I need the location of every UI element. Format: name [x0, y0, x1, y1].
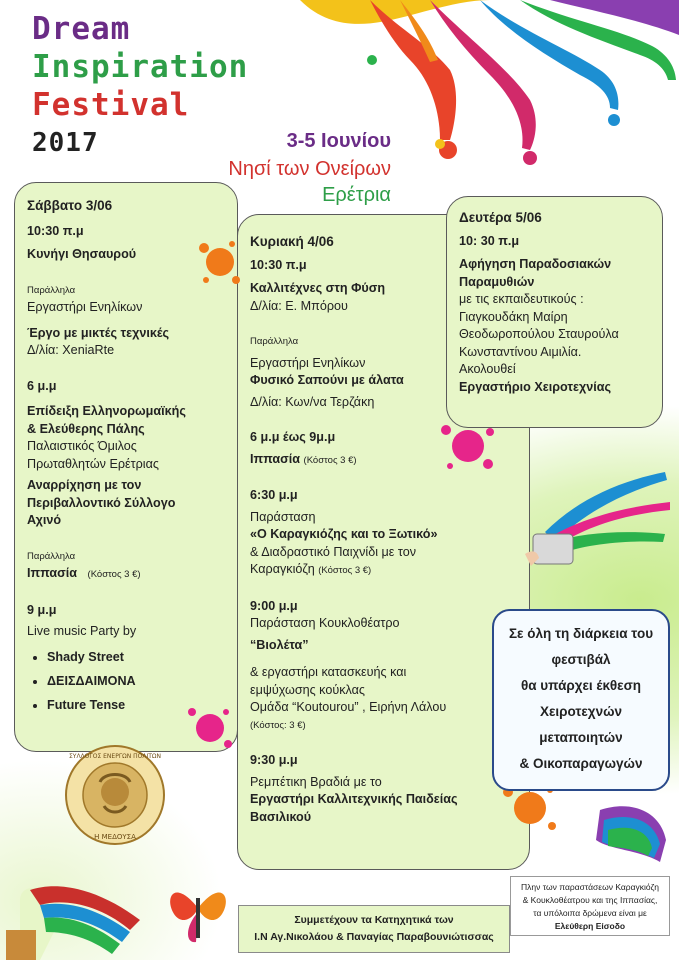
sun-time-2: 6 μ.μ έως 9μ.μ	[250, 430, 336, 444]
sun-show-2-extra-2: εμψύχωσης κούκλας	[250, 682, 365, 697]
sun-time-4: 9:00 μ.μ	[250, 598, 298, 613]
sat-event-2-line-3: Παλαιστικός Όμιλος	[27, 439, 137, 453]
butterfly-icon	[164, 868, 232, 948]
free-entry-line-4: Ελεύθερη Είσοδο	[554, 921, 626, 931]
free-entry-line-2: & Κουκλοθέατρου και της Ιππασίας,	[522, 895, 658, 905]
sun-event-1: Καλλιτέχνες στη Φύση	[250, 281, 386, 295]
paint-bucket-icon	[525, 462, 675, 577]
monday-panel	[446, 196, 663, 428]
sat-event-3-line-2: Περιβαλλοντικό Σύλλογο	[27, 495, 176, 510]
participants-note	[238, 905, 510, 953]
sun-show-2-name: “Βιολέτα”	[250, 637, 309, 652]
sat-party: Live music Party by	[27, 624, 137, 638]
sun-show-1-cost: (Κόστος 3 €)	[318, 565, 372, 576]
mon-event-1-line-8: Εργαστήριο Χειροτεχνίας	[459, 379, 611, 394]
paint-brush-icon	[0, 860, 150, 960]
festival-title	[32, 10, 248, 162]
festival-place: Νησί των Ονείρων	[228, 158, 391, 180]
free-entry-line-1: Πλην των παραστάσεων Καραγκιόζη	[521, 882, 659, 892]
mon-event-1-line-5: Θεοδωροπούλου Σταυρούλα	[459, 327, 619, 341]
festival-year: 2017	[32, 128, 99, 158]
sun-show-1-extra-2: Καραγκιόζη	[250, 562, 315, 576]
mon-event-1-line-6: Κωνσταντίνου Αιμιλία.	[459, 344, 582, 359]
sunday-title: Κυριακή 4/06	[250, 234, 334, 249]
sun-time-3: 6:30 μ.μ	[250, 488, 298, 502]
band-item: • Shady Street	[47, 645, 225, 669]
title-line-inspiration: Inspiration	[32, 49, 249, 85]
notice-line-1: Σε όλη τη διάρκεια του	[508, 626, 654, 641]
title-line-dream: Dream	[32, 11, 131, 47]
sat-event-2-line-4: Πρωταθλητών Ερέτριας	[27, 456, 159, 471]
sat-event-4: Ιππασία	[27, 566, 78, 580]
sun-parallel-1: Παράλληλα	[250, 336, 299, 347]
notice-line-4: Χειροτεχνών	[539, 704, 622, 719]
festival-dates: 3-5 Ιουνίου	[286, 130, 391, 152]
sun-show-2-extra-3: Ομάδα “Koutourou” , Ειρήνη Λάλου	[250, 700, 447, 714]
sun-event-5-name-2: Βασιλικού	[250, 809, 312, 824]
medusa-seal-logo	[64, 744, 166, 846]
festival-dates-block	[287, 128, 391, 154]
sat-event-1: Κυνήγι Θησαυρού	[27, 247, 137, 261]
rainbow-face-art	[590, 800, 670, 866]
sat-time-3: 9 μ.μ	[27, 602, 57, 617]
title-line-festival: Festival	[32, 87, 190, 123]
sat-workshop-1: Εργαστήρι Ενηλίκων	[27, 300, 143, 314]
sun-workshop-1-name: Φυσικό Σαπούνι με άλατα	[250, 373, 404, 387]
sun-workshop-1-by: Δ/λία: Κων/να Τερζάκη	[250, 394, 375, 409]
sun-event-5-name-1: Εργαστήρι Καλλιτεχνικής Παιδείας	[250, 792, 458, 806]
pink-splat-icon	[438, 420, 498, 474]
notice-line-6: & Οικοπαραγωγών	[519, 756, 643, 771]
participants-line-2: Ι.Ν Αγ.Νικολάου & Παναγίας Παραβουνιώτισσας	[254, 931, 494, 943]
sat-parallel-2: Παράλληλα	[27, 550, 76, 562]
saturday-title: Σάββατο 3/06	[27, 198, 113, 213]
pink-splat-icon	[184, 704, 234, 754]
sat-workshop-1-by: Δ/λία: XeniaRte	[27, 343, 115, 357]
sun-time-1: 10:30 π.μ	[250, 257, 307, 272]
sat-event-3-line-1: Αναρρίχηση με τον	[27, 478, 142, 492]
mon-event-1-line-3: με τις εκπαιδευτικούς :	[459, 292, 584, 306]
sun-show-1-label: Παράσταση	[250, 509, 316, 524]
sat-event-3-line-3: Αχινό	[27, 513, 62, 527]
festival-town: Ερέτρια	[322, 184, 391, 206]
sat-event-2-line-2: & Ελεύθερης Πάλης	[27, 421, 145, 436]
free-entry-note	[510, 876, 670, 936]
band-item: • ΔΕΙΣΔΑΙΜΟΝΑ	[47, 669, 225, 693]
mon-event-1-line-4: Γιαγκουδάκη Μαίρη	[459, 309, 568, 324]
mon-event-1-line-1: Αφήγηση Παραδοσιακών	[459, 257, 612, 271]
monday-title: Δευτέρα 5/06	[459, 210, 542, 225]
sun-show-2-extra-1: & εργαστήρι κατασκευής και	[250, 665, 407, 679]
mon-time-1: 10: 30 π.μ	[459, 233, 520, 248]
notice-line-5: μεταποιητών	[539, 730, 623, 745]
free-entry-line-3: τα υπόλοιπα δρώμενα είναι με	[533, 908, 647, 918]
sat-workshop-1-name: Έργο με μικτές τεχνικές	[27, 325, 170, 340]
exhibition-notice	[492, 609, 670, 791]
mon-event-1-line-7: Ακολουθεί	[459, 362, 516, 376]
participants-line-1: Συμμετέχουν τα Κατηχητικά των	[294, 914, 454, 926]
orange-splat-icon	[196, 236, 242, 290]
band-item: • Future Tense	[47, 693, 225, 717]
sun-show-1-extra-1: & Διαδραστικό Παιχνίδι με τον	[250, 544, 416, 559]
sat-event-4-cost: (Κόστος 3 €)	[87, 569, 141, 580]
sun-show-2-label: Παράσταση Κουκλοθέατρο	[250, 616, 400, 630]
sat-time-2: 6 μ.μ	[27, 378, 57, 393]
sun-workshop-1: Εργαστήρι Ενηλίκων	[250, 355, 366, 370]
notice-line-2: φεστιβάλ	[551, 652, 611, 667]
festival-place-block	[228, 156, 391, 182]
sun-event-2: Ιππασία	[250, 451, 301, 466]
sun-event-2-cost: (Κόστος 3 €)	[303, 454, 357, 466]
sat-event-2-line-1: Επίδειξη Ελληνορωμαϊκής	[27, 404, 186, 418]
svg-text:ΣΥΛΛΟΓΟΣ ΕΝΕΡΓΩΝ ΠΟΛΙΤΩΝ: ΣΥΛΛΟΓΟΣ ΕΝΕΡΓΩΝ ΠΟΛΙΤΩΝ	[68, 753, 162, 760]
sun-show-1-name: «Ο Καραγκιόζης και το Ξωτικό»	[250, 527, 438, 541]
sun-event-5: Ρεμπέτικη Βραδιά με το	[250, 774, 382, 789]
festival-town-block	[322, 182, 391, 208]
svg-text:Η ΜΕΔΟΥΣΑ: Η ΜΕΔΟΥΣΑ	[94, 833, 136, 841]
sun-time-5: 9:30 μ.μ	[250, 753, 298, 767]
sun-event-1-by: Δ/λία: Ε. Μπόρου	[250, 298, 348, 313]
sun-show-2-cost: (Κόστος: 3 €)	[250, 719, 306, 731]
sat-time-1: 10:30 π.μ	[27, 223, 84, 238]
sat-parallel-1: Παράλληλα	[27, 284, 76, 296]
notice-line-3: θα υπάρχει έκθεση	[520, 678, 642, 693]
mon-event-1-line-2: Παραμυθιών	[459, 274, 535, 289]
